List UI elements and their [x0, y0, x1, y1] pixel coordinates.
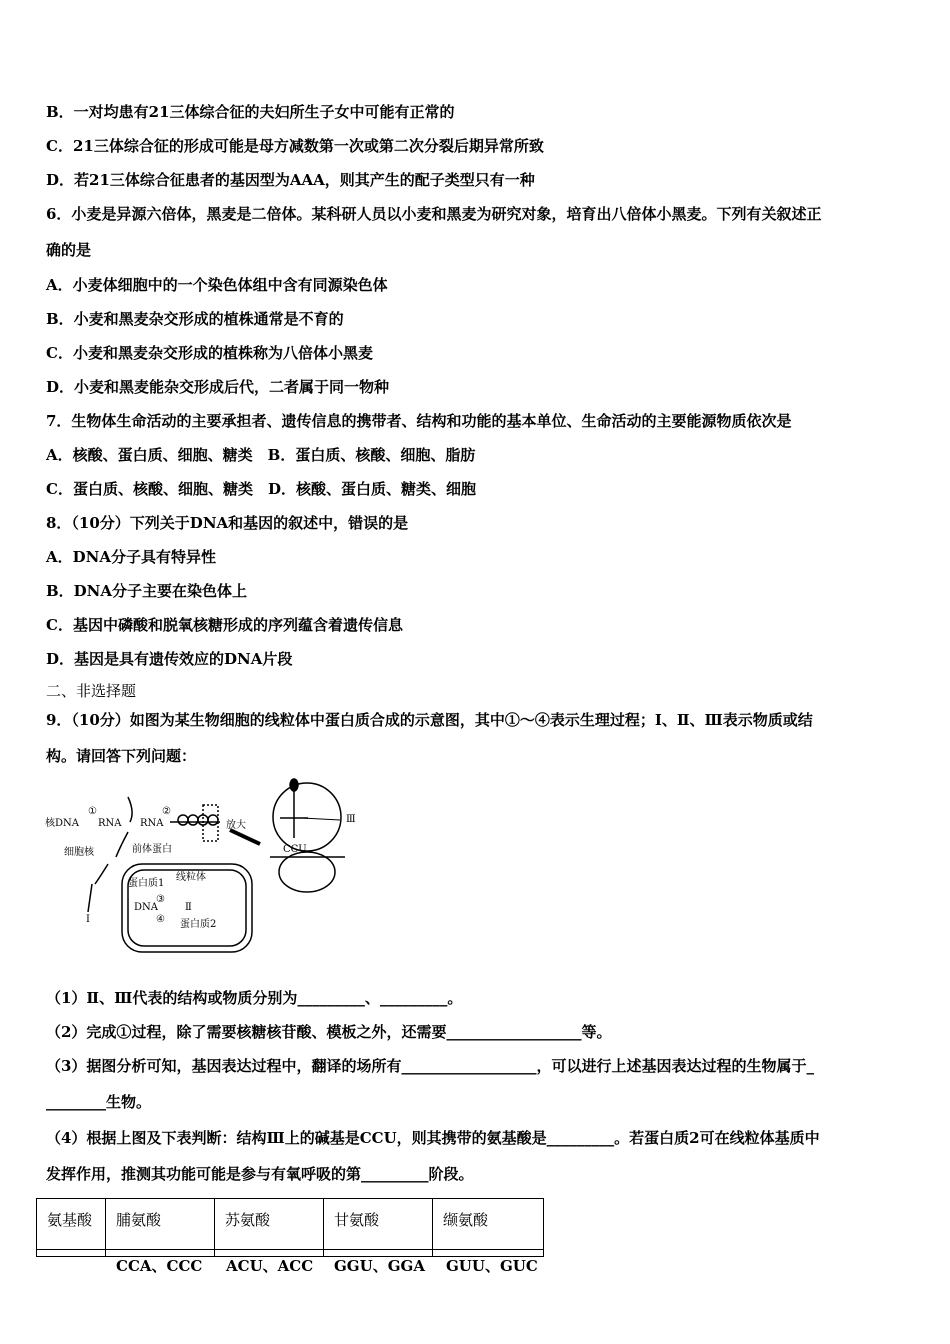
- option-8b: B．DNA分子主要在染色体上: [46, 582, 248, 600]
- svg-text:Ⅲ: Ⅲ: [346, 814, 356, 825]
- question-7: 7．生物体生命活动的主要承担者、遗传信息的携带者、结构和功能的基本单位、生命活动的主要能源物质依次是: [46, 412, 792, 430]
- table-header-cell: 苏氨酸: [215, 1199, 324, 1250]
- svg-text:CCU: CCU: [283, 844, 307, 855]
- option-6d: D．小麦和黑麦能杂交形成后代，二者属于同一物种: [46, 378, 390, 396]
- option-5c: C．21三体综合征的形成可能是母方减数第一次或第二次分裂后期异常所致: [46, 137, 544, 155]
- question-6: 6．小麦是异源六倍体，黑麦是二倍体。某科研人员以小麦和黑麦为研究对象，培育出八倍体小黑麦。下列有关叙述正: [46, 205, 822, 223]
- mitochondria-protein-synthesis-diagram: [40, 772, 370, 962]
- table-header-cell: 氨基酸: [37, 1199, 106, 1250]
- table-header-cell: 脯氨酸: [106, 1199, 215, 1250]
- amino-acid-table: [36, 1198, 544, 1257]
- svg-text:③: ③: [156, 894, 165, 905]
- option-6b: B．小麦和黑麦杂交形成的植株通常是不育的: [46, 310, 344, 328]
- option-7ab: A．核酸、蛋白质、细胞、糖类 B．蛋白质、核酸、细胞、脂肪: [46, 446, 476, 464]
- svg-text:线粒体: 线粒体: [176, 872, 206, 883]
- svg-text:RNA: RNA: [140, 818, 164, 829]
- question-9-cont: 构。请回答下列问题：: [46, 747, 197, 765]
- option-8c: C．基因中磷酸和脱氧核糖形成的序列蕴含着遗传信息: [46, 616, 403, 634]
- svg-text:②: ②: [162, 806, 171, 817]
- svg-text:核DNA: 核DNA: [45, 818, 79, 829]
- question-9-part2: （2）完成①过程，除了需要核糖核苷酸、模板之外，还需要__________________等。: [46, 1023, 612, 1041]
- codon-valine: GUU、GUC: [446, 1257, 538, 1275]
- svg-text:RNA: RNA: [98, 818, 122, 829]
- svg-text:蛋白质1: 蛋白质1: [128, 878, 165, 889]
- question-8: 8．（10分）下列关于DNA和基因的叙述中，错误的是: [46, 514, 409, 532]
- codon-glycine: GGU、GGA: [334, 1257, 425, 1275]
- option-5b: B．一对均患有21三体综合征的夫妇所生子女中可能有正常的: [46, 103, 455, 121]
- question-9-part4: （4）根据上图及下表判断：结构Ⅲ上的碱基是CCU，则其携带的氨基酸是_________。若蛋白质2可在线粒体基质中: [46, 1129, 820, 1147]
- svg-text:蛋白质2: 蛋白质2: [180, 919, 217, 930]
- option-8a: A．DNA分子具有特异性: [46, 548, 216, 566]
- option-6a: A．小麦体细胞中的一个染色体组中含有同源染色体: [46, 276, 388, 294]
- svg-text:④: ④: [156, 914, 165, 925]
- svg-text:放大: 放大: [226, 820, 246, 831]
- question-9-part3: （3）据图分析可知，基因表达过程中，翻译的场所有__________________，可以进行上述基因表达过程的生物属于_: [46, 1057, 814, 1075]
- svg-text:DNA: DNA: [134, 902, 158, 913]
- table-header-cell: 甘氨酸: [324, 1199, 433, 1250]
- question-6-cont: 确的是: [46, 241, 92, 259]
- question-9: 9．（10分）如图为某生物细胞的线粒体中蛋白质合成的示意图，其中①～④表示生理过程；Ⅰ、Ⅱ、Ⅲ表示物质或结: [46, 711, 813, 729]
- option-5d: D．若21三体综合征患者的基因型为AAA，则其产生的配子类型只有一种: [46, 171, 535, 189]
- table-header-cell: 缬氨酸: [433, 1199, 544, 1250]
- svg-text:细胞核: 细胞核: [64, 847, 94, 858]
- svg-text:前体蛋白: 前体蛋白: [132, 844, 172, 855]
- svg-text:Ⅰ: Ⅰ: [86, 914, 90, 925]
- question-9-part3-cont: ________生物。: [46, 1093, 152, 1111]
- codon-proline: CCA、CCC: [116, 1257, 203, 1275]
- option-8d: D．基因是具有遗传效应的DNA片段: [46, 650, 293, 668]
- question-9-part4-cont: 发挥作用，推测其功能可能是参与有氧呼吸的第_________阶段。: [46, 1165, 474, 1183]
- option-6c: C．小麦和黑麦杂交形成的植株称为八倍体小黑麦: [46, 344, 373, 362]
- question-9-part1: （1）Ⅱ、Ⅲ代表的结构或物质分别为_________、_________。: [46, 989, 463, 1007]
- svg-text:Ⅱ: Ⅱ: [185, 902, 192, 913]
- codon-threonine: ACU、ACC: [226, 1257, 314, 1275]
- section-heading: 二、非选择题: [46, 682, 137, 700]
- option-7cd: C．蛋白质、核酸、细胞、糖类 D．核酸、蛋白质、糖类、细胞: [46, 480, 476, 498]
- svg-text:①: ①: [88, 806, 97, 817]
